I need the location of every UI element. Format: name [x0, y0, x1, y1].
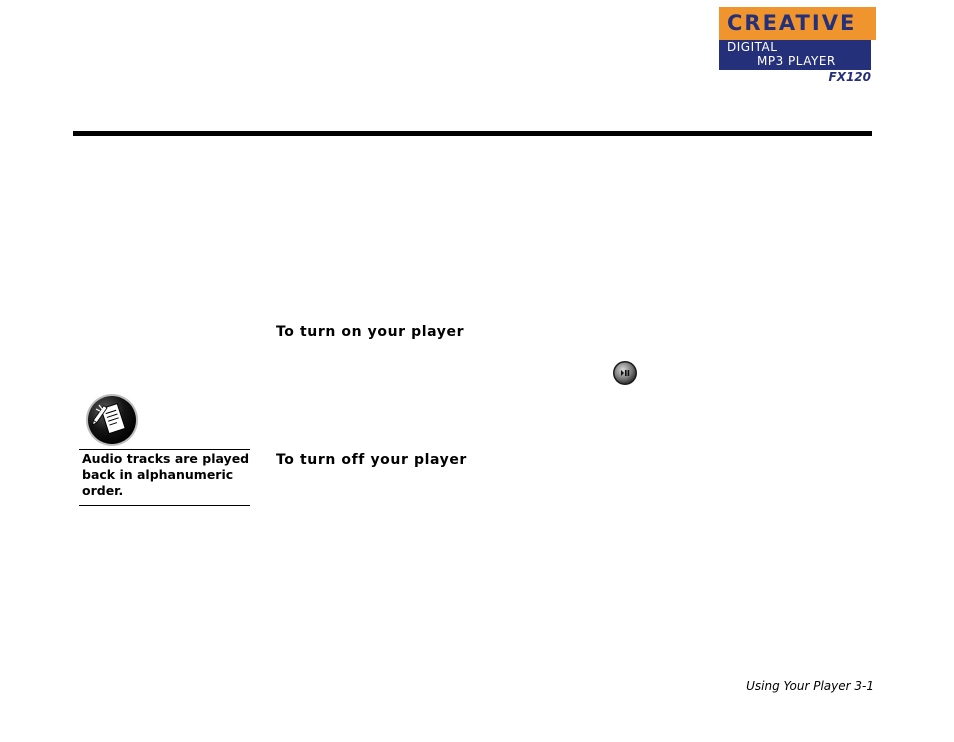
note-pencil-icon: [85, 393, 139, 447]
creative-logo: [719, 7, 877, 85]
logo-model-name: FX120: [828, 70, 871, 84]
logo-brand-text: CREATIVE: [727, 11, 857, 35]
power-button-icon: [612, 360, 638, 386]
logo-product-line2: MP3 PLAYER: [757, 54, 836, 68]
page-footer: Using Your Player 3-1: [746, 679, 874, 693]
note-rule-bottom: [79, 505, 250, 506]
turn-off-heading: To turn off your player: [276, 452, 467, 468]
logo-brand-band: [719, 7, 876, 40]
logo-product-line1: DIGITAL: [727, 40, 778, 54]
note-rule-top: [79, 449, 250, 450]
header-rule: [73, 131, 872, 136]
note-text: Audio tracks are played back in alphanumeric order.: [82, 451, 250, 498]
turn-on-heading: To turn on your player: [276, 324, 465, 340]
